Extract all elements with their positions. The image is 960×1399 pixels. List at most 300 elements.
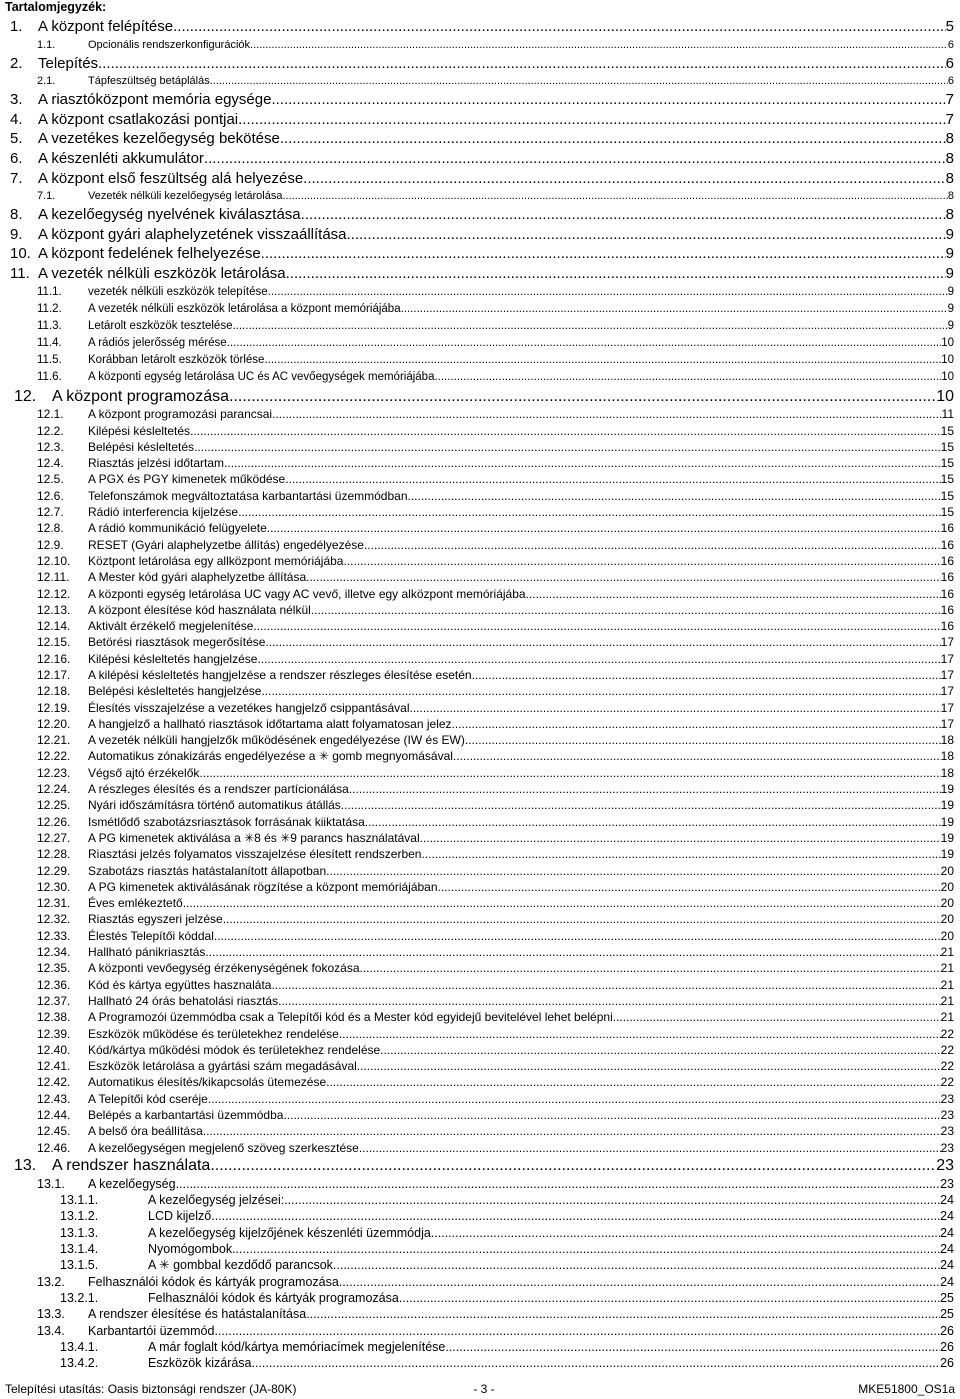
toc-entry [0,748,960,764]
toc-entry-page: 9 [945,225,954,243]
toc-entry-number: 11.5. [37,354,62,367]
toc-entry [0,846,960,862]
toc-dot-leader [399,1290,940,1306]
toc-entry [0,318,960,335]
toc-entry-page: 6 [947,38,954,51]
toc-entry-title: Belépés a karbantartási üzemmódba [88,1108,284,1123]
toc-entry-number: 13.1.2. [60,1209,99,1224]
toc-entry [0,1225,960,1241]
toc-entry-title: A hangjelző a hallható riasztások időtartama alatt folyamatosan jelez [88,716,452,731]
toc-dot-leader [421,846,940,862]
toc-entry-page: 11 [941,407,954,422]
toc-entry-page: 9 [945,264,954,282]
toc-dot-leader [173,17,946,37]
toc-dot-leader [434,369,941,386]
toc-entry [0,553,960,569]
toc-entry-page: 10 [941,371,954,384]
toc-entry-title: A központ fedelének felhelyezése [38,245,261,263]
toc-entry-page: 21 [940,977,954,992]
toc-entry-page: 8 [945,149,954,167]
toc-dot-leader [438,879,941,895]
toc-entry-page: 7 [945,91,954,109]
toc-dot-leader [472,667,941,683]
toc-entry-title: A már foglalt kód/kártya memóriacímek megjelenítése [148,1340,446,1355]
toc-entry [0,225,960,245]
toc-entry [0,863,960,879]
toc-entry-page: 17 [940,700,954,715]
toc-entry-number: 12.1. [37,407,64,422]
toc-dot-leader [311,602,941,618]
toc-entry-title: A vezetékes kezelőegység bekötése [38,130,280,148]
toc-entry [0,188,960,205]
toc-entry-title: Letárolt eszközök tesztelése [88,319,233,332]
toc-entry-number: 13.1.4. [60,1241,99,1256]
toc-entry-number: 12.13. [37,602,71,617]
toc-entry-page: 7 [945,110,954,128]
toc-dot-leader [278,993,941,1009]
toc-entry-number: 12.25. [37,798,71,813]
toc-entry-number: 4. [10,110,23,128]
footer-doc-title: Telepítési utasítás: Oasis biztonsági rendszer (JA-80K) [5,1381,297,1396]
toc-entry-title: Élesítés visszajelzése a vezetékes hangjelző csippantásával [88,700,410,715]
toc-entry-page: 25 [940,1291,954,1306]
toc-entry-title: Eszközök kizárása [148,1356,252,1371]
toc-entry-page: 16 [940,553,954,568]
toc-entry-number: 12.31. [37,896,71,911]
toc-dot-leader [306,569,941,585]
toc-entry-title: A kezelőegység [88,1176,176,1191]
toc-entry [0,1208,960,1224]
toc-entry [0,1176,960,1192]
toc-entry-number: 12.34. [37,945,71,960]
toc-entry-title: Tápfeszültség betáplálás [88,75,210,88]
toc-entry-number: 11.4. [37,337,62,350]
toc-entry [0,455,960,471]
toc-entry [0,73,960,90]
toc-entry [0,1074,960,1090]
toc-entry-number: 12.39. [37,1026,71,1041]
toc-entry-page: 21 [940,1010,954,1025]
toc-entry-page: 23 [940,1108,954,1123]
toc-dot-leader [271,977,940,993]
toc-entry-number: 11.6. [37,371,62,384]
toc-entry-number: 12.30. [37,879,71,894]
toc-entry [0,944,960,960]
toc-entry-number: 12.21. [37,733,71,748]
toc-dot-leader [283,1107,940,1123]
toc-entry-title: A kezelőegység kijelzőjének készenléti üzemmódja [148,1225,431,1240]
toc-dot-leader [326,1074,941,1090]
toc-entry-number: 3. [10,91,23,109]
toc-dot-leader [261,244,946,264]
toc-entry-title: A riasztóközpont memória egysége [38,91,272,109]
toc-entry-title: Köztpont letárolása egy allközpont memóriájába [88,553,344,568]
toc-dot-leader [286,264,946,284]
toc-entry-title: A rádió kommunikáció felügyelete [88,521,267,536]
toc-entry [0,683,960,699]
toc-dot-leader [223,911,941,927]
toc-entry-title: Automatikus élesítés/kikapcsolás ütemezése [88,1075,327,1090]
toc-entry [0,732,960,748]
toc-entry-title: A rendszer használata [52,1156,211,1174]
toc-entry-page: 23 [940,1176,954,1191]
toc-entry-title: Kód és kártya együttes hasznaláta [88,977,272,992]
toc-entry-page: 17 [940,651,954,666]
toc-dot-leader [271,90,945,110]
toc-entry-title: Szabotázs riasztás hatástalanított állapotban [88,863,327,878]
toc-entry-title: Kilépési késleltetés [88,423,191,438]
toc-entry [0,520,960,536]
toc-entry-title: A készenléti akkumulátor [38,149,204,167]
toc-dot-leader [261,683,940,699]
toc-dot-leader [204,149,946,169]
toc-dot-leader [339,1274,940,1290]
toc-entry [0,716,960,732]
toc-entry [0,569,960,585]
toc-entry-page: 26 [940,1323,954,1338]
toc-entry [0,335,960,352]
toc-entry-number: 13.1.3. [60,1225,99,1240]
toc-entry-number: 12.10. [37,553,71,568]
toc-entry-page: 6 [945,54,954,72]
toc-dot-leader [303,169,945,189]
toc-dot-leader [341,797,941,813]
toc-entry [0,1107,960,1123]
toc-entry [0,1339,960,1355]
toc-entry-number: 12.28. [37,847,71,862]
toc-entry-title: Felhasználói kódok és kártyák programozása [88,1274,339,1289]
toc-dot-leader [357,1058,941,1074]
toc-entry-title: Automatikus zónakizárás engedélyezése a ✳ gomb megnyomásával [88,749,453,764]
toc-dot-leader [613,1009,941,1025]
toc-dot-leader [272,406,941,422]
toc-entry [0,1306,960,1322]
toc-entry-page: 16 [940,619,954,634]
toc-entry-page: 17 [940,635,954,650]
toc-entry-number: 12.5. [37,472,64,487]
toc-entry [0,1355,960,1371]
toc-entry-page: 16 [940,570,954,585]
toc-entry-number: 2.1. [37,75,56,88]
toc-entry-title: Eszközök működése és területekhez rendelése [88,1026,339,1041]
toc-entry [0,169,960,189]
toc-dot-leader [453,748,941,764]
toc-entry-title: A központ gyári alaphelyzetének visszaállítása [38,225,347,243]
toc-entry-title: Éves emlékeztető [88,896,183,911]
toc-entry-page: 19 [940,830,954,845]
toc-entry [0,830,960,846]
toc-entry-number: 13.2. [37,1274,65,1289]
toc-dot-leader [176,1176,941,1192]
toc-entry [0,781,960,797]
toc-entry-page: 9 [947,285,954,298]
toc-entry-page: 18 [940,733,954,748]
toc-entry-title: A belső óra beállítása [88,1124,203,1139]
toc-entry-page: 22 [940,1026,954,1041]
toc-entry [0,765,960,781]
toc-entry-title: Kilépési késleltetés hangjelzése [88,651,258,666]
toc-dot-leader [445,1339,940,1355]
toc-entry-page: 15 [940,488,954,503]
toc-entry-title: A központ programozási parancsai [88,407,273,422]
toc-entry-page: 20 [940,863,954,878]
toc-entry-page: 16 [940,537,954,552]
toc-dot-leader [227,335,941,352]
toc-dot-leader [301,205,946,225]
toc-entry-page: 20 [940,896,954,911]
toc-dot-leader [465,732,941,748]
toc-entry-title: A PG kimenetek aktiválásának rögzítése a központ memóriájában [88,879,438,894]
toc-entry [0,423,960,439]
toc-dot-leader [306,1306,940,1322]
toc-entry [0,504,960,520]
page-footer [0,1380,960,1398]
toc-entry [0,895,960,911]
toc-entry-number: 12.33. [37,928,71,943]
toc-entry-page: 15 [940,456,954,471]
toc-dot-leader [214,1323,940,1339]
toc-entry-page: 24 [940,1192,954,1207]
toc-entry-page: 8 [947,190,954,203]
toc-entry-number: 12.35. [37,961,71,976]
toc-entry [0,205,960,225]
toc-dot-leader [526,586,941,602]
toc-entry [0,993,960,1009]
toc-entry-title: Belépési késleltetés hangjelzése [88,684,262,699]
toc-entry-number: 12.41. [37,1059,71,1074]
toc-entry [0,1241,960,1257]
toc-entry-page: 24 [940,1274,954,1289]
toc-entry-number: 12.42. [37,1075,71,1090]
toc-entry-page: 10 [941,337,954,350]
toc-entry-number: 12.22. [37,749,71,764]
toc-entry-title: Riasztás egyszeri jelzése [88,912,223,927]
toc-entry-title: Betörési riasztások megerősítése [88,635,266,650]
toc-entry-number: 8. [10,206,23,224]
toc-entry-number: 9. [10,225,23,243]
toc-entry-number: 12.27. [37,830,71,845]
footer-doc-code: MKE51800_OS1a [858,1381,955,1396]
toc-dot-leader [410,700,941,716]
toc-dot-leader [343,553,940,569]
toc-entry-number: 11.2. [37,302,62,315]
toc-dot-leader [326,863,940,879]
toc-entry-title: A Programozói üzemmódba csak a Telepítői kód és a Mester kód egyidejű bevitelével lehet belépni [88,1010,613,1025]
toc-entry-number: 13.1. [37,1176,65,1191]
toc-entry-title: Nyomógombok [148,1241,233,1256]
toc-entry-number: 7. [10,169,23,187]
toc-entry [0,129,960,149]
table-of-contents [0,17,960,1372]
toc-entry [0,1192,960,1208]
toc-dot-leader [364,537,941,553]
toc-dot-leader [252,1355,941,1371]
toc-entry-title: Belépési késleltetés [88,439,195,454]
toc-entry [0,960,960,976]
toc-dot-leader [208,1091,941,1107]
toc-dot-leader [380,1042,940,1058]
toc-entry [0,667,960,683]
toc-entry-title: A központi egység letárolása UC és AC vevőegységek memóriájába [88,371,435,384]
toc-entry-page: 21 [940,961,954,976]
toc-dot-leader [224,455,941,471]
toc-entry [0,406,960,422]
toc-entry-page: 5 [945,18,954,35]
toc-dot-leader [199,765,940,781]
toc-entry-title: A kezelőegység jelzései: [148,1192,285,1207]
toc-dot-leader [232,318,947,335]
toc-entry-number: 12.7. [37,505,64,520]
toc-entry-page: 23 [940,1140,954,1155]
toc-entry-number: 12. [14,387,37,405]
toc-entry-page: 19 [940,798,954,813]
toc-entry-title: Telefonszámok megváltoztatása karbantartási üzemmódban [88,488,408,503]
toc-entry-page: 22 [940,1075,954,1090]
toc-dot-leader [190,423,941,439]
toc-entry-page: 17 [940,668,954,682]
toc-dot-leader [431,1225,940,1241]
toc-entry-page: 18 [940,749,954,764]
toc-entry [0,537,960,553]
toc-entry-title: A vezeték nélküli eszközök letárolása [38,264,286,282]
toc-entry [0,149,960,169]
toc-entry [0,1091,960,1107]
toc-entry-title: A Mester kód gyári alaphelyzetbe állítása [88,570,307,585]
toc-entry [0,54,960,74]
toc-entry-number: 12.44. [37,1108,71,1123]
toc-entry-title: A rádiós jelerősség mérése [88,337,227,350]
toc-dot-leader [210,1156,936,1176]
toc-entry [0,1026,960,1042]
toc-entry-page: 21 [940,945,954,960]
toc-entry-number: 12.19. [37,700,71,715]
toc-entry-title: A kezelőegység nyelvének kiválasztása [38,206,301,224]
toc-entry [0,439,960,455]
toc-entry-page: 20 [940,879,954,894]
toc-entry-page: 8 [945,169,954,187]
toc-entry-page: 10 [936,387,954,405]
toc-dot-leader [211,1208,940,1224]
toc-entry-title: A részleges élesítés és a rendszer partícionálása [88,782,349,797]
toc-entry-title: Hallható 24 órás behatolási riasztás [88,993,279,1008]
toc-entry-page: 9 [947,302,954,315]
toc-entry-title: A vezeték nélküli hangjelzők működésének engedélyezése (IW és EW) [88,733,465,748]
toc-entry-title: Felhasználói kódok és kártyák programozása [148,1291,399,1306]
toc-entry-title: A központi egység letárolása UC vagy AC vevő, illetve egy alközpont memóriájába [88,586,526,601]
toc-entry-title: A központ programozása [52,387,229,405]
toc-entry-page: 17 [940,716,954,731]
toc-dot-leader [282,188,947,205]
toc-dot-leader [214,928,941,944]
toc-entry [0,1290,960,1306]
toc-entry-number: 12.8. [37,521,64,536]
toc-entry-number: 12.11. [37,570,70,585]
toc-entry-number: 1.1. [37,38,56,51]
toc-entry-title: Telepítés [38,54,99,72]
toc-entry-title: Hallható pánikriasztás [88,945,206,960]
toc-entry [0,1123,960,1139]
toc-dot-leader [238,504,941,520]
toc-entry-title: Rádió interferencia kijelzése [88,505,239,520]
toc-entry-number: 2. [10,54,23,72]
toc-entry-page: 16 [940,602,954,617]
toc-dot-leader [268,284,948,301]
toc-entry-number: 12.16. [37,651,71,666]
toc-entry-number: 12.38. [37,1010,71,1025]
toc-entry-page: 22 [940,1059,954,1074]
toc-dot-leader [250,37,948,54]
toc-entry-page: 8 [945,130,954,148]
toc-entry-number: 12.26. [37,814,71,829]
toc-entry-page: 15 [940,472,954,487]
toc-entry-number: 12.23. [37,765,71,780]
toc-entry-page: 19 [940,814,954,829]
toc-entry [0,90,960,110]
toc-entry-number: 1. [10,18,23,35]
toc-entry-page: 23 [940,1091,954,1106]
toc-entry-page: 6 [947,75,954,88]
toc-entry-title: A központi vevőegység érzékenységének fokozása [88,961,360,976]
toc-entry-title: Korábban letárolt eszközök törlése [88,354,265,367]
toc-entry [0,1009,960,1025]
toc-dot-leader [365,814,941,830]
toc-entry-number: 13.4. [37,1323,65,1338]
toc-entry [0,814,960,830]
toc-entry-number: 5. [10,130,23,148]
toc-entry-number: 13.1.5. [60,1258,99,1273]
toc-dot-leader [205,944,940,960]
toc-entry-title: Riasztás jelzési időtartam [88,456,225,471]
footer-page-number: - 3 - [473,1381,495,1396]
toc-entry-number: 12.37. [37,993,71,1008]
toc-dot-leader [203,1123,941,1139]
toc-entry-number: 13.4.1. [60,1340,99,1355]
toc-entry-page: 20 [940,912,954,927]
toc-entry [0,352,960,369]
toc-entry [0,1257,960,1273]
toc-entry-title: A PG kimenetek aktiválása a ✳8 és ✳9 parancs használatával [88,830,420,845]
toc-dot-leader [360,960,941,976]
toc-entry-number: 13.2.1. [60,1291,99,1306]
toc-entry-title: A központ élesítése kód használata nélkül [88,602,311,617]
toc-entry-number: 13. [14,1156,37,1174]
toc-entry-number: 10. [10,245,31,263]
toc-dot-leader [183,895,941,911]
toc-dot-leader [238,110,946,130]
toc-entry-title: A PGX és PGY kimenetek működése [88,472,286,487]
toc-entry [0,586,960,602]
toc-entry-title: Végső ajtó érzékelők [88,765,200,780]
toc-entry [0,387,960,407]
toc-entry-number: 6. [10,149,23,167]
toc-dot-leader [452,716,941,732]
toc-entry-page: 26 [940,1356,954,1371]
toc-entry [0,651,960,667]
toc-entry [0,1140,960,1156]
toc-entry [0,110,960,130]
toc-dot-leader [257,651,940,667]
toc-entry [0,634,960,650]
toc-entry-number: 12.40. [37,1042,71,1057]
toc-entry [0,1058,960,1074]
toc-entry [0,301,960,318]
toc-entry-page: 9 [945,245,954,263]
toc-entry [0,618,960,634]
toc-entry-title: A kilépési késleltetés hangjelzése a rendszer részleges élesítése esetén [88,668,472,682]
toc-dot-leader [210,73,948,90]
toc-entry [0,1323,960,1339]
toc-entry-page: 15 [940,505,954,520]
